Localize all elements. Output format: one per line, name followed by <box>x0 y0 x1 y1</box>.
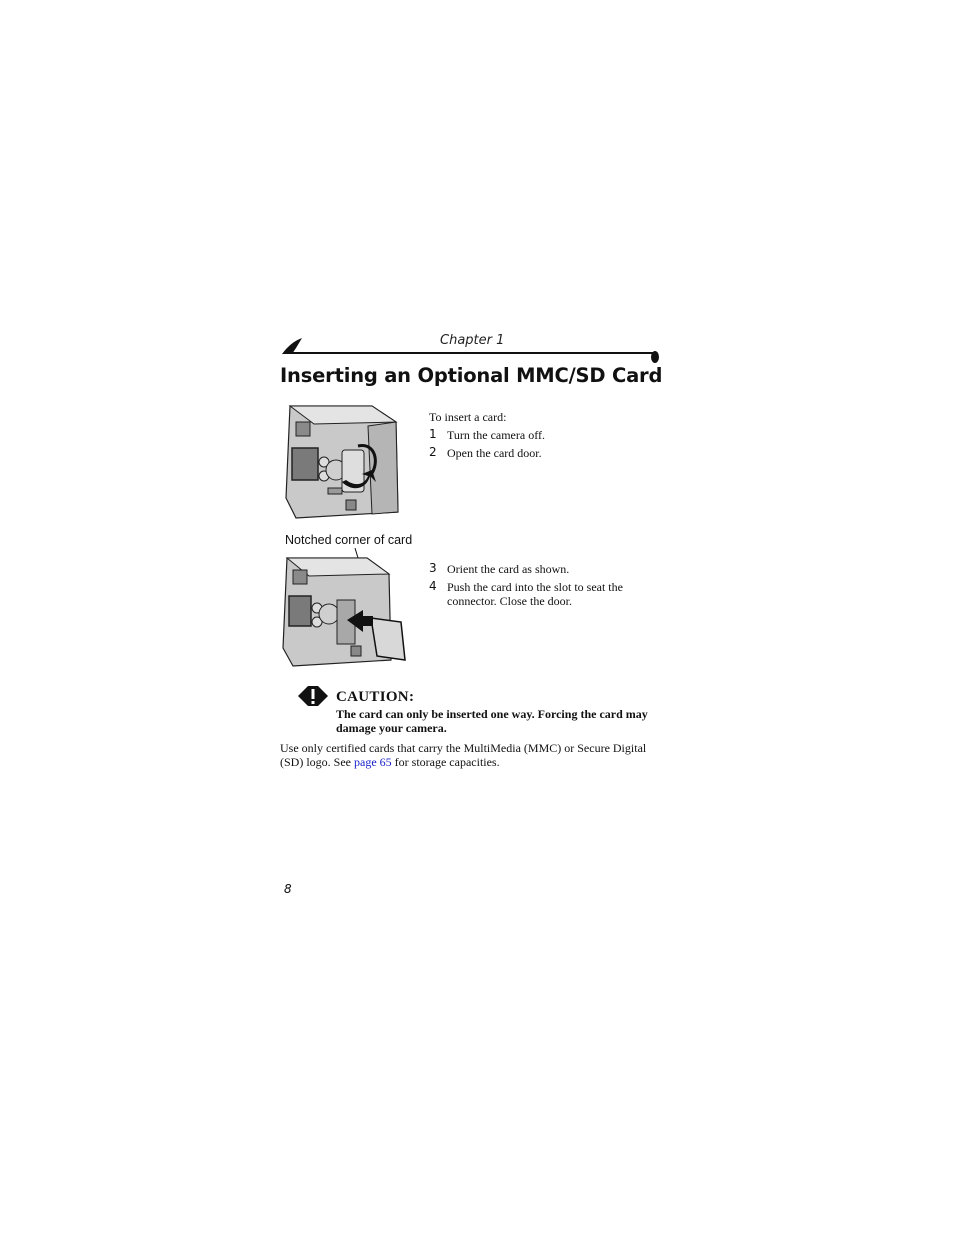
chapter-label: Chapter 1 <box>440 333 505 348</box>
step-1 <box>429 428 649 442</box>
card-insertion-illustration <box>281 548 411 670</box>
step-number: 3 <box>429 561 437 575</box>
step-3 <box>429 562 649 576</box>
step-text: Push the card into the slot to seat the connector. Close the door. <box>447 580 623 608</box>
note-text: Use only certified cards that carry the MultiMedia (MMC) or Secure Digital (SD) logo. See <box>280 741 647 769</box>
step-number: 1 <box>429 427 437 441</box>
caution-text: The card can only be inserted one way. Forcing the card may damage your camera. <box>336 707 648 735</box>
figure-caption: Notched corner of card <box>285 533 413 547</box>
page-number: 8 <box>284 882 292 896</box>
intro-text: To insert a card: <box>429 410 507 424</box>
step-number: 2 <box>429 445 437 459</box>
step-4 <box>429 580 629 608</box>
step-number: 4 <box>429 579 437 593</box>
camera-open-door-illustration <box>284 402 406 520</box>
page-65-link[interactable]: page 65 <box>354 755 392 769</box>
note-text-end: for storage capacities. <box>391 755 500 769</box>
caution-icon <box>296 685 330 707</box>
step-text: Open the card door. <box>447 446 542 460</box>
caution-heading: CAUTION: <box>336 689 415 705</box>
section-title: Inserting an Optional MMC/SD Card <box>280 364 663 387</box>
storage-note <box>280 741 652 769</box>
step-text: Turn the camera off. <box>447 428 545 442</box>
step-text: Orient the card as shown. <box>447 562 570 576</box>
step-2 <box>429 446 649 460</box>
